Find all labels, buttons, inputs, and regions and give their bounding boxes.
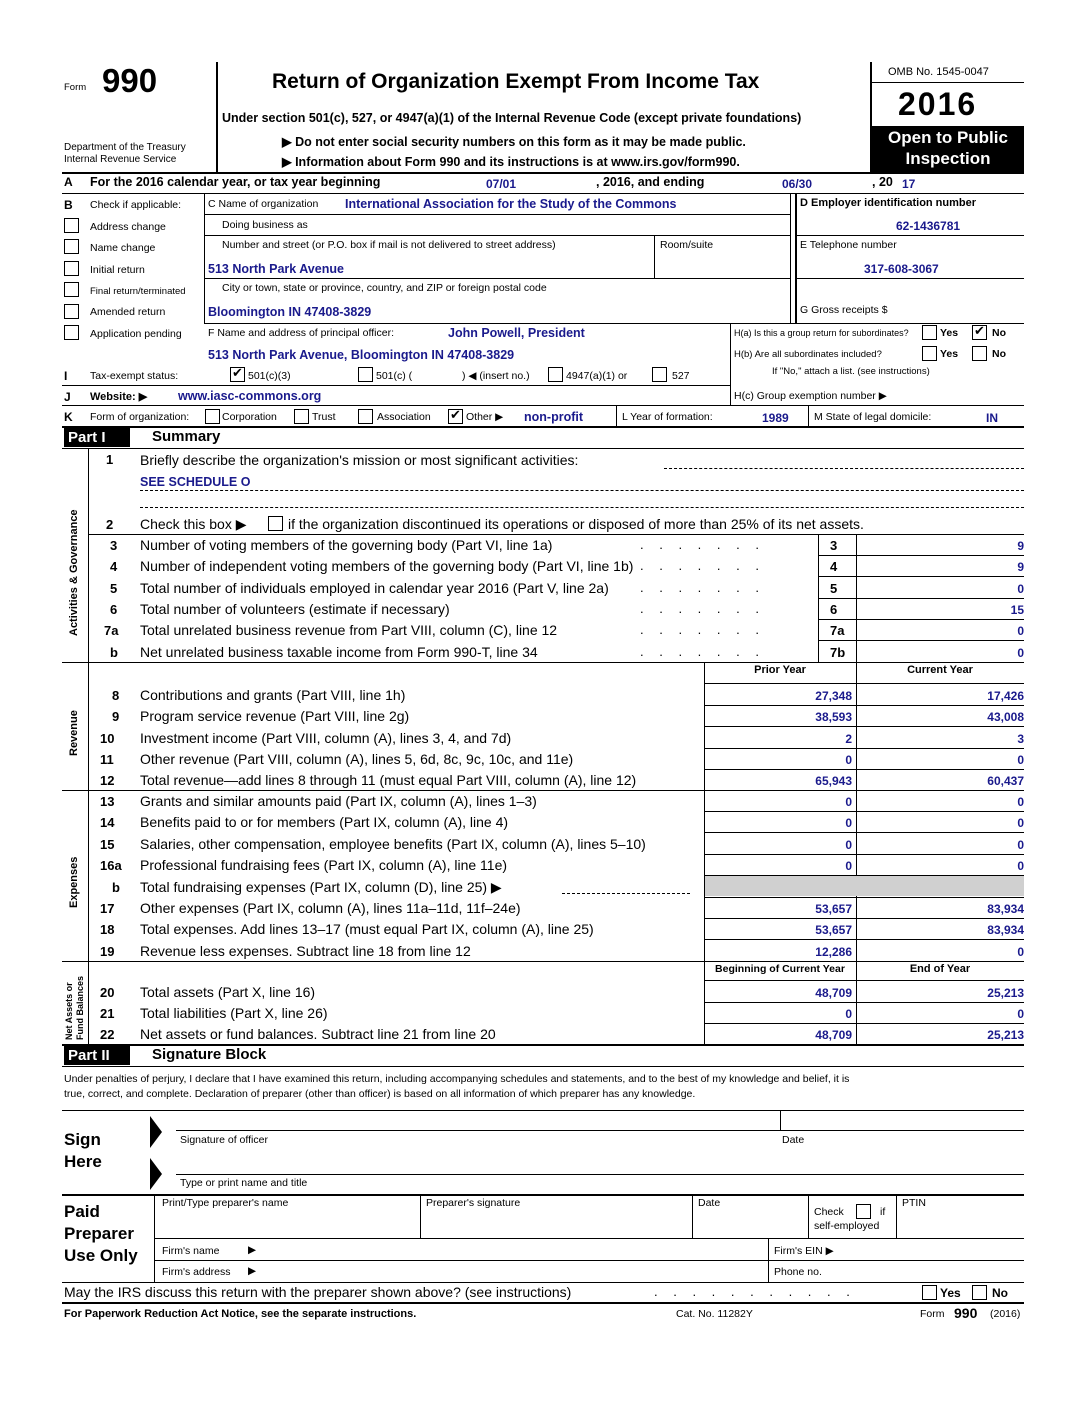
other-org-checkbox[interactable] <box>448 409 463 424</box>
line-j-letter: J <box>64 390 71 404</box>
net_lines-prior: 0 <box>845 1007 852 1021</box>
line-b-letter: B <box>64 198 73 212</box>
exp_lines-current: 0 <box>1017 859 1024 873</box>
rev_lines-text: Program service revenue (Part VIII, line 2g) <box>140 708 410 724</box>
gov-line-value: 15 <box>1010 603 1024 617</box>
line-16b-shaded <box>705 876 1024 896</box>
gov-line-text: Total number of individuals employed in calendar year 2016 (Part V, line 2a) <box>140 580 609 596</box>
501c-label: 501(c) ( <box>376 370 413 382</box>
gov-line-box: 4 <box>830 559 838 574</box>
part2-label: Part II <box>64 1046 130 1065</box>
principal-officer: John Powell, President <box>448 326 585 340</box>
exp_lines-num: b <box>112 880 120 895</box>
ein-label: D Employer identification number <box>800 197 977 209</box>
rev_lines-prior: 2 <box>845 732 852 746</box>
line-1-text: Briefly describe the organization's mission or most significant activities: <box>140 452 579 468</box>
self-employed-checkbox[interactable] <box>856 1204 871 1219</box>
exp_lines-current: 0 <box>1017 945 1024 959</box>
527-checkbox[interactable] <box>652 367 667 382</box>
501c-checkbox[interactable] <box>358 367 373 382</box>
city-address: Bloomington IN 47408-3829 <box>208 305 372 319</box>
exp_lines-num: 15 <box>100 837 115 852</box>
discuss-dots: . . . . . . . . . . . <box>654 1284 856 1299</box>
gov-line-num: 5 <box>110 581 118 596</box>
exp_lines-text: Total fundraising expenses (Part IX, column (D), line 25) ▶ <box>140 879 502 895</box>
rev_lines-text: Other revenue (Part VIII, column (A), lines 5, 6d, 8c, 9c, 10c, and 11e) <box>140 751 574 767</box>
exp_lines-current: 0 <box>1017 838 1024 852</box>
footer-form-label: Form <box>920 1308 945 1320</box>
phone-label: E Telephone number <box>800 239 897 251</box>
gov-line-num: 7a <box>104 623 119 638</box>
group-exemption-label: H(c) Group exemption number ▶ <box>734 390 887 402</box>
exp_lines-current: 0 <box>1017 795 1024 809</box>
exp_lines-prior: 12,286 <box>815 945 852 959</box>
side-label-net2: Fund Balances <box>75 975 85 1040</box>
side-label-governance: Activities & Governance <box>68 509 80 636</box>
rev_lines-prior: 38,593 <box>815 710 852 724</box>
ptin-label[interactable]: PTIN <box>902 1197 926 1209</box>
line-a-text: For the 2016 calendar year, or tax year beginning <box>90 175 381 189</box>
net_lines-num: 20 <box>100 985 115 1000</box>
net_lines-current: 25,213 <box>987 986 1024 1000</box>
preparer-sig-label[interactable]: Preparer's signature <box>426 1197 521 1209</box>
gov-line-value: 0 <box>1017 582 1024 596</box>
gov-line-num: 6 <box>110 602 118 617</box>
exp_lines-num: 19 <box>100 944 115 959</box>
firm-address-label[interactable]: Firm's address <box>162 1266 231 1278</box>
gov-line-dots: . . . . . . . <box>640 622 765 637</box>
exp_lines-prior: 0 <box>845 838 852 852</box>
group-return-no: No <box>992 327 1006 339</box>
exp_lines-num: 13 <box>100 794 115 809</box>
side-label-revenue: Revenue <box>68 710 80 756</box>
line-a-20: , 20 <box>872 175 893 189</box>
other-org-label: Other ▶ <box>466 411 504 423</box>
rev_lines-current: 43,008 <box>987 710 1024 724</box>
exp_lines-num: 14 <box>100 815 115 830</box>
sign-arrow-icon <box>150 1116 162 1148</box>
trust-checkbox[interactable] <box>294 409 309 424</box>
gov-line-value: 0 <box>1017 646 1024 660</box>
tax-year-end-year: 17 <box>902 177 916 191</box>
check-label: Check <box>814 1206 844 1218</box>
rev_lines-num: 8 <box>112 688 120 703</box>
if-label: if <box>880 1206 886 1218</box>
line-i-letter: I <box>64 369 68 383</box>
firm-ein-label[interactable]: Firm's EIN ▶ <box>774 1245 834 1257</box>
exp_lines-num: 17 <box>100 901 115 916</box>
gov-line-box: 6 <box>830 602 838 617</box>
501c3-label: 501(c)(3) <box>248 370 291 382</box>
exp_lines-text: Salaries, other compensation, employee benefits (Part IX, column (A), lines 5–10) <box>140 836 646 852</box>
corporation-checkbox[interactable] <box>205 409 220 424</box>
part1-title: Summary <box>152 428 221 445</box>
col-prior-year: Prior Year <box>754 664 806 676</box>
tax-year-end: 06/30 <box>782 177 813 191</box>
gov-line-box: 5 <box>830 581 838 596</box>
phone-no-label[interactable]: Phone no. <box>774 1266 822 1278</box>
mission-value: SEE SCHEDULE O <box>140 475 251 489</box>
state-domicile-value: IN <box>986 411 998 425</box>
line-2-num: 2 <box>106 517 114 532</box>
penalty-text-2: true, correct, and complete. Declaration of preparer (other than officer) is based on all information of which preparer has any knowledge. <box>64 1088 696 1100</box>
side-label-expenses: Expenses <box>68 856 80 908</box>
form-of-org-label: Form of organization: <box>90 411 190 423</box>
group-return-yes-checkbox[interactable] <box>922 325 937 340</box>
gov-line-num: 4 <box>110 559 118 574</box>
4947-checkbox[interactable] <box>548 367 563 382</box>
tax-year-begin: 07/01 <box>486 177 517 191</box>
rev_lines-num: 10 <box>100 731 115 746</box>
discuss-yes: Yes <box>940 1286 961 1300</box>
name-change-label: Name change <box>90 242 156 254</box>
subordinates-note: If "No," attach a list. (see instructions) <box>772 366 930 377</box>
gov-line-num: b <box>110 645 118 660</box>
rev_lines-current: 60,437 <box>987 774 1024 788</box>
signature-officer-label[interactable]: Signature of officer <box>180 1134 268 1146</box>
exp_lines-prior: 0 <box>845 859 852 873</box>
rev_lines-current: 0 <box>1017 753 1024 767</box>
discontinued-checkbox[interactable] <box>268 516 283 531</box>
col-begin-year: Beginning of Current Year <box>715 963 845 975</box>
association-checkbox[interactable] <box>358 409 373 424</box>
application-pending-checkbox[interactable] <box>64 325 79 340</box>
rev_lines-text: Total revenue—add lines 8 through 11 (must equal Part VIII, column (A), line 12) <box>140 772 637 788</box>
org-name: International Association for the Study of the Commons <box>345 197 677 211</box>
exp_lines-prior: 53,657 <box>815 923 852 937</box>
part2-title: Signature Block <box>152 1046 267 1063</box>
gov-line-text: Total unrelated business revenue from Part VIII, column (C), line 12 <box>140 622 558 638</box>
room-suite-label: Room/suite <box>660 239 714 251</box>
line-a-mid: , 2016, and ending <box>596 175 705 189</box>
state-domicile-label: M State of legal domicile: <box>814 411 932 423</box>
exp_lines-text: Total expenses. Add lines 13–17 (must equal Part IX, column (A), line 25) <box>140 921 594 937</box>
year-formation-label: L Year of formation: <box>622 411 713 423</box>
firm-name-arrow-icon: ▶ <box>248 1244 257 1256</box>
footer-form-number: 990 <box>954 1305 978 1321</box>
omb-number: OMB No. 1545-0047 <box>888 66 989 78</box>
exp_lines-prior: 53,657 <box>815 902 852 916</box>
rev_lines-prior: 0 <box>845 753 852 767</box>
exp_lines-current: 83,934 <box>987 902 1024 916</box>
sign-date-label[interactable]: Date <box>782 1134 805 1146</box>
gov-line-dots: . . . . . . . <box>640 580 765 595</box>
subordinates-yes: Yes <box>940 348 959 360</box>
gov-line-dots: . . . . . . . <box>640 537 765 552</box>
form-label: Form <box>64 82 87 93</box>
gov-line-value: 0 <box>1017 624 1024 638</box>
rev_lines-num: 12 <box>100 773 115 788</box>
501c3-checkbox[interactable] <box>230 367 245 382</box>
phone-value: 317-608-3067 <box>864 262 939 276</box>
officer-address: 513 North Park Avenue, Bloomington IN 47408-3829 <box>208 348 515 362</box>
net_lines-text: Net assets or fund balances. Subtract line 21 from line 20 <box>140 1026 496 1042</box>
form-title: Return of Organization Exempt From Income Tax <box>272 70 760 93</box>
rev_lines-text: Investment income (Part VIII, column (A), lines 3, 4, and 7d) <box>140 730 512 746</box>
gov-line-text: Number of voting members of the governing body (Part VI, line 1a) <box>140 537 553 553</box>
rev_lines-prior: 65,943 <box>815 774 852 788</box>
sign-arrow-icon-2 <box>150 1158 162 1190</box>
gov-line-text: Net unrelated business taxable income from Form 990-T, line 34 <box>140 644 538 660</box>
name-change-checkbox[interactable] <box>64 239 79 254</box>
open-public-2: Inspection <box>905 149 991 168</box>
footer-form-year: (2016) <box>990 1308 1021 1320</box>
subordinates-no: No <box>992 348 1006 360</box>
street-address: 513 North Park Avenue <box>208 262 344 276</box>
gov-line-text: Total number of volunteers (estimate if necessary) <box>140 601 450 617</box>
initial-return-checkbox[interactable] <box>64 261 79 276</box>
rev_lines-num: 11 <box>100 752 114 767</box>
dept-line1: Department of the Treasury <box>64 142 186 153</box>
exp_lines-current: 83,934 <box>987 923 1024 937</box>
gov-line-box: 7a <box>830 623 845 638</box>
year-formation-value: 1989 <box>762 411 789 425</box>
firm-name-label[interactable]: Firm's name <box>162 1245 220 1257</box>
net_lines-text: Total assets (Part X, line 16) <box>140 984 316 1000</box>
rev_lines-text: Contributions and grants (Part VIII, line 1h) <box>140 687 406 703</box>
col-current-year: Current Year <box>907 664 973 676</box>
website-value[interactable]: www.iasc-commons.org <box>178 389 322 403</box>
tax-year: 2016 <box>898 86 978 122</box>
firm-address-arrow-icon: ▶ <box>248 1265 257 1277</box>
use-only-label: Use Only <box>64 1246 138 1265</box>
exp_lines-num: 16a <box>100 858 122 873</box>
part1-label: Part I <box>64 428 130 447</box>
org-name-label: C Name of organization <box>208 198 319 210</box>
penalty-text-1: Under penalties of perjury, I declare that I have examined this return, including accompanying schedules and statements, and to the best of my knowledge and belief, it is <box>64 1073 850 1085</box>
open-public-1: Open to Public <box>888 128 1008 147</box>
rev_lines-current: 3 <box>1017 732 1024 746</box>
gross-receipts-label: G Gross receipts $ <box>800 304 888 316</box>
rev_lines-prior: 27,348 <box>815 689 852 703</box>
amended-return-label: Amended return <box>90 306 166 318</box>
discuss-yes-checkbox[interactable] <box>922 1285 937 1300</box>
net_lines-num: 21 <box>100 1006 115 1021</box>
form-number: 990 <box>102 62 158 99</box>
trust-label: Trust <box>312 411 336 423</box>
net_lines-prior: 48,709 <box>815 986 852 1000</box>
website-label: Website: ▶ <box>90 391 148 403</box>
discuss-text: May the IRS discuss this return with the preparer shown above? (see instructions) <box>64 1284 572 1300</box>
gov-line-box: 7b <box>830 645 846 660</box>
rev_lines-num: 9 <box>112 709 120 724</box>
exp_lines-num: 18 <box>100 922 115 937</box>
paperwork-notice: For Paperwork Reduction Act Notice, see the separate instructions. <box>64 1308 417 1320</box>
tax-exempt-label: Tax-exempt status: <box>90 370 179 382</box>
exp_lines-prior: 0 <box>845 795 852 809</box>
527-label: 527 <box>672 370 690 382</box>
side-label-net1: Net Assets or <box>64 982 74 1040</box>
gov-line-num: 3 <box>110 538 118 553</box>
subordinates-no-checkbox[interactable] <box>972 346 987 361</box>
exp_lines-prior: 0 <box>845 816 852 830</box>
4947-label: 4947(a)(1) or <box>566 370 628 382</box>
discuss-no: No <box>992 1286 1008 1300</box>
ein-value: 62-1436781 <box>896 219 961 233</box>
self-employed-label: self-employed <box>814 1220 880 1232</box>
exp_lines-text: Grants and similar amounts paid (Part IX, column (A), lines 1–3) <box>140 793 537 809</box>
group-return-label: H(a) Is this a group return for subordinates? <box>734 328 909 338</box>
principal-officer-label: F Name and address of principal officer: <box>208 327 394 339</box>
group-return-no-checkbox[interactable] <box>972 325 987 340</box>
gov-line-box: 3 <box>830 538 838 553</box>
application-pending-label: Application pending <box>90 328 182 340</box>
amended-return-checkbox[interactable] <box>64 304 79 319</box>
type-name-label[interactable]: Type or print name and title <box>180 1177 308 1189</box>
col-end-year: End of Year <box>909 963 971 975</box>
net_lines-current: 25,213 <box>987 1028 1024 1042</box>
group-return-yes: Yes <box>940 327 959 339</box>
gov-line-dots: . . . . . . . <box>640 601 765 616</box>
dba-label: Doing business as <box>222 219 308 231</box>
net_lines-prior: 48,709 <box>815 1028 852 1042</box>
cat-number: Cat. No. 11282Y <box>676 1308 753 1320</box>
exp_lines-text: Other expenses (Part IX, column (A), lines 11a–11d, 11f–24e) <box>140 900 521 916</box>
gov-line-text: Number of independent voting members of the governing body (Part VI, line 1b) <box>140 558 634 574</box>
subordinates-yes-checkbox[interactable] <box>922 346 937 361</box>
subordinates-label: H(b) Are all subordinates included? <box>734 349 882 360</box>
exp_lines-text: Revenue less expenses. Subtract line 18 from line 12 <box>140 943 471 959</box>
net_lines-num: 22 <box>100 1027 115 1042</box>
discuss-no-checkbox[interactable] <box>972 1285 987 1300</box>
preparer-date-label[interactable]: Date <box>698 1197 721 1209</box>
net_lines-current: 0 <box>1017 1007 1024 1021</box>
sign-label: Sign <box>64 1130 101 1149</box>
check-if-applicable: Check if applicable: <box>90 199 182 211</box>
line-1-num: 1 <box>106 452 114 467</box>
other-org-value: non-profit <box>524 410 584 424</box>
address-change-checkbox[interactable] <box>64 218 79 233</box>
exp_lines-text: Benefits paid to or for members (Part IX, column (A), line 4) <box>140 814 509 830</box>
ssn-notice: ▶ Do not enter social security numbers on this form as it may be made public. <box>282 135 746 149</box>
final-return-checkbox[interactable] <box>64 282 79 297</box>
line-k-letter: K <box>64 410 73 424</box>
rev_lines-current: 17,426 <box>987 689 1024 703</box>
info-notice: ▶ Information about Form 990 and its instructions is at www.irs.gov/form990. <box>282 155 740 169</box>
association-label: Association <box>377 411 431 423</box>
gov-line-dots: . . . . . . . <box>640 644 765 659</box>
under-section: Under section 501(c), 527, or 4947(a)(1) of the Internal Revenue Code (except private foundations) <box>222 111 802 125</box>
corporation-label: Corporation <box>222 411 277 423</box>
line-2-text: Check this box ▶ <box>140 516 247 532</box>
preparer-label: Preparer <box>64 1224 134 1243</box>
exp_lines-current: 0 <box>1017 816 1024 830</box>
address-change-label: Address change <box>90 221 166 233</box>
exp_lines-text: Professional fundraising fees (Part IX, column (A), line 11e) <box>140 857 508 873</box>
gov-line-dots: . . . . . . . <box>640 558 765 573</box>
city-label: City or town, state or province, country, and ZIP or foreign postal code <box>222 282 547 294</box>
line-2-text2: if the organization discontinued its operations or disposed of more than 25% of its net assets. <box>288 516 864 532</box>
here-label: Here <box>64 1152 102 1171</box>
line-a-letter: A <box>64 175 73 189</box>
preparer-name-label[interactable]: Print/Type preparer's name <box>162 1197 289 1209</box>
insert-no-label: ) ◀ (insert no.) <box>462 370 530 382</box>
gov-line-value: 9 <box>1017 560 1024 574</box>
gov-line-value: 9 <box>1017 539 1024 553</box>
dept-line2: Internal Revenue Service <box>64 154 177 165</box>
street-label: Number and street (or P.O. box if mail is not delivered to street address) <box>222 239 556 251</box>
paid-label: Paid <box>64 1202 100 1221</box>
initial-return-label: Initial return <box>90 264 145 276</box>
net_lines-text: Total liabilities (Part X, line 26) <box>140 1005 328 1021</box>
final-return-label: Final return/terminated <box>90 286 186 297</box>
